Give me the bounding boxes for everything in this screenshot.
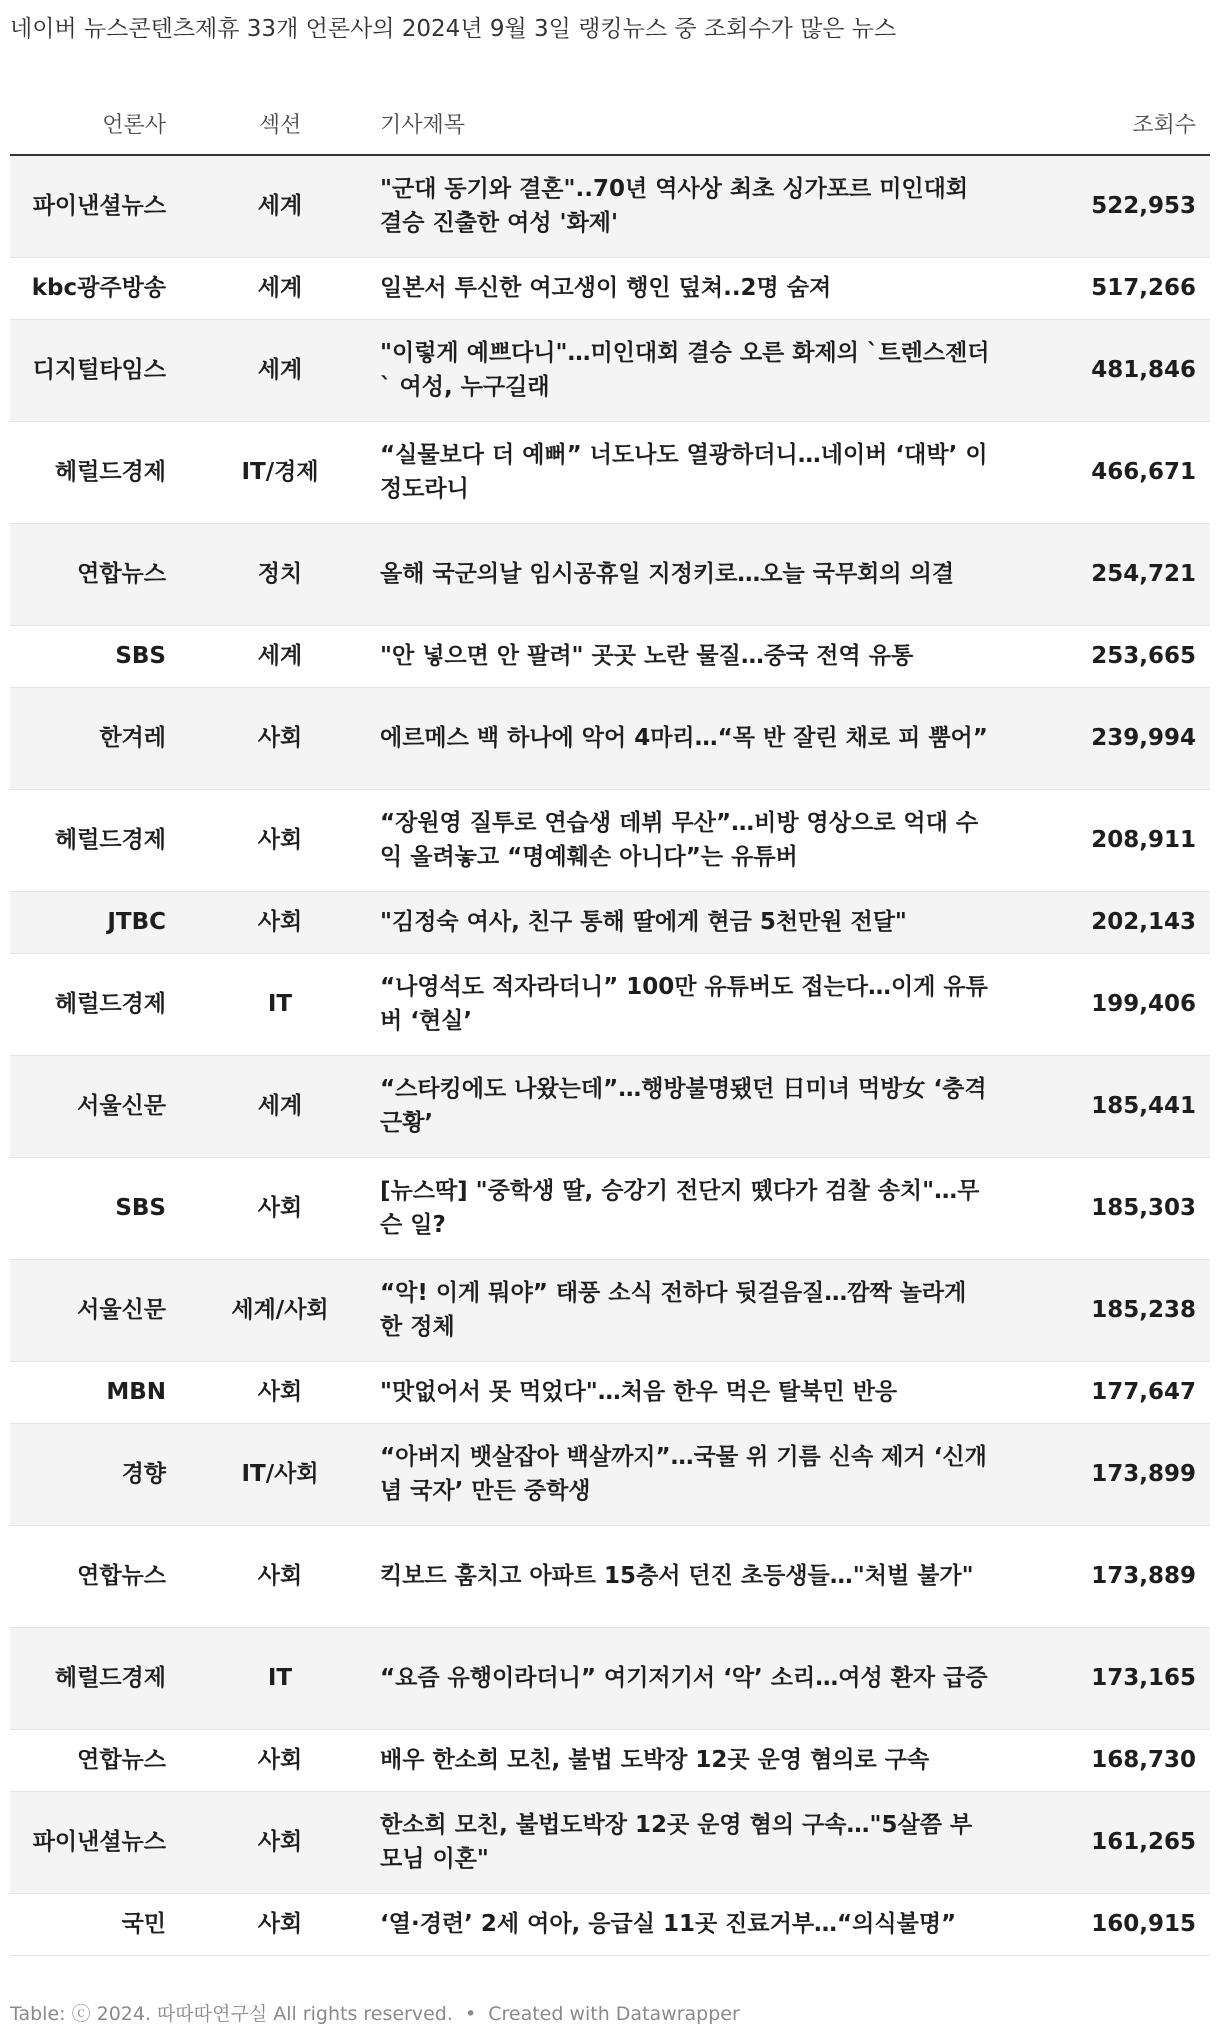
headline-cell: “실물보다 더 예뻐” 너도나도 열광하더니…네이버 ‘대박’ 이정도라니 — [380, 421, 1020, 523]
views-cell: 177,647 — [1020, 1361, 1210, 1423]
table-row — [10, 1729, 1210, 1791]
views-cell: 202,143 — [1020, 891, 1210, 953]
headline-cell: “스타킹에도 나왔는데”…행방불명됐던 日미녀 먹방女 ‘충격근황’ — [380, 1055, 1020, 1157]
press-cell: 헤럴드경제 — [10, 421, 180, 523]
table-row — [10, 1157, 1210, 1259]
table-footer — [10, 1999, 740, 2026]
headline-cell: ‘열·경련’ 2세 여아, 응급실 11곳 진료거부…“의식불명” — [380, 1893, 1020, 1955]
section-cell: 세계 — [180, 319, 380, 421]
press-cell: 경향 — [10, 1423, 180, 1525]
press-cell: 헤럴드경제 — [10, 1627, 180, 1729]
press-cell: MBN — [10, 1361, 180, 1423]
table-row — [10, 1525, 1210, 1627]
section-cell: 사회 — [180, 891, 380, 953]
press-cell: 파이낸셜뉴스 — [10, 1791, 180, 1893]
views-cell: 168,730 — [1020, 1729, 1210, 1791]
table-row — [10, 789, 1210, 891]
views-cell: 208,911 — [1020, 789, 1210, 891]
table-row — [10, 1259, 1210, 1361]
column-header-views[interactable]: 조회수 — [1020, 92, 1210, 155]
ranking-news-table — [10, 92, 1210, 1956]
headline-cell: 일본서 투신한 여고생이 행인 덮쳐..2명 숨져 — [380, 257, 1020, 319]
views-cell: 185,303 — [1020, 1157, 1210, 1259]
table-row — [10, 953, 1210, 1055]
headline-cell: "이렇게 예쁘다니"…미인대회 결승 오른 화제의 `트렌스젠더` 여성, 누구길래 — [380, 319, 1020, 421]
headline-cell: 올해 국군의날 임시공휴일 지정키로…오늘 국무회의 의결 — [380, 523, 1020, 625]
headline-cell: 한소희 모친, 불법도박장 12곳 운영 혐의 구속…"5살쯤 부모님 이혼" — [380, 1791, 1020, 1893]
table-row — [10, 1893, 1210, 1955]
table-row — [10, 155, 1210, 257]
press-cell: 헤럴드경제 — [10, 789, 180, 891]
views-cell: 173,889 — [1020, 1525, 1210, 1627]
section-cell: 사회 — [180, 1791, 380, 1893]
section-cell: IT/경제 — [180, 421, 380, 523]
section-cell: 세계/사회 — [180, 1259, 380, 1361]
press-cell: 헤럴드경제 — [10, 953, 180, 1055]
column-header-press[interactable]: 언론사 — [10, 92, 180, 155]
section-cell: IT/사회 — [180, 1423, 380, 1525]
section-cell: 세계 — [180, 155, 380, 257]
section-cell: 사회 — [180, 1361, 380, 1423]
views-cell: 517,266 — [1020, 257, 1210, 319]
copyright-label: Table: ⓒ 2024. 따따따연구실 All rights reserved. — [10, 2003, 453, 2025]
views-cell: 185,441 — [1020, 1055, 1210, 1157]
views-cell: 185,238 — [1020, 1259, 1210, 1361]
table-row — [10, 421, 1210, 523]
footer-separator: • — [464, 2003, 477, 2025]
views-cell: 481,846 — [1020, 319, 1210, 421]
views-cell: 173,165 — [1020, 1627, 1210, 1729]
headline-cell: "김정숙 여사, 친구 통해 딸에게 현금 5천만원 전달" — [380, 891, 1020, 953]
views-cell: 173,899 — [1020, 1423, 1210, 1525]
headline-cell: "맛없어서 못 먹었다"…처음 한우 먹은 탈북민 반응 — [380, 1361, 1020, 1423]
headline-cell: “악! 이게 뭐야” 태풍 소식 전하다 뒷걸음질…깜짝 놀라게 한 정체 — [380, 1259, 1020, 1361]
press-cell: 서울신문 — [10, 1055, 180, 1157]
headline-cell: “나영석도 적자라더니” 100만 유튜버도 접는다…이게 유튜버 ‘현실’ — [380, 953, 1020, 1055]
table-row — [10, 319, 1210, 421]
table-row — [10, 257, 1210, 319]
headline-cell: “아버지 뱃살잡아 백살까지”…국물 위 기름 신속 제거 ‘신개념 국자’ 만든 중학생 — [380, 1423, 1020, 1525]
press-cell: 연합뉴스 — [10, 523, 180, 625]
section-cell: 사회 — [180, 1893, 380, 1955]
views-cell: 160,915 — [1020, 1893, 1210, 1955]
column-header-headline[interactable]: 기사제목 — [380, 92, 1020, 155]
headline-cell: 에르메스 백 하나에 악어 4마리…“목 반 잘린 채로 피 뿜어” — [380, 687, 1020, 789]
headline-cell: "군대 동기와 결혼"..70년 역사상 최초 싱가포르 미인대회 결승 진출한 여성 '화제' — [380, 155, 1020, 257]
headline-cell: [뉴스딱] "중학생 딸, 승강기 전단지 뗐다가 검찰 송치"…무슨 일? — [380, 1157, 1020, 1259]
press-cell: 서울신문 — [10, 1259, 180, 1361]
press-cell: kbc광주방송 — [10, 257, 180, 319]
headline-cell: 킥보드 훔치고 아파트 15층서 던진 초등생들…"처벌 불가" — [380, 1525, 1020, 1627]
table-row — [10, 891, 1210, 953]
section-cell: 사회 — [180, 1525, 380, 1627]
views-cell: 466,671 — [1020, 421, 1210, 523]
table-header-row — [10, 92, 1210, 155]
section-cell: 세계 — [180, 625, 380, 687]
section-cell: 사회 — [180, 789, 380, 891]
section-cell: 정치 — [180, 523, 380, 625]
column-header-section[interactable]: 섹션 — [180, 92, 380, 155]
press-cell: 파이낸셜뉴스 — [10, 155, 180, 257]
press-cell: 연합뉴스 — [10, 1729, 180, 1791]
datawrapper-credit-link[interactable]: Created with Datawrapper — [488, 2003, 740, 2025]
table-row — [10, 1361, 1210, 1423]
table-row — [10, 1791, 1210, 1893]
views-cell: 239,994 — [1020, 687, 1210, 789]
table-row — [10, 1055, 1210, 1157]
press-cell: 연합뉴스 — [10, 1525, 180, 1627]
views-cell: 161,265 — [1020, 1791, 1210, 1893]
datawrapper-table-page — [10, 0, 1210, 2025]
press-cell: SBS — [10, 1157, 180, 1259]
views-cell: 253,665 — [1020, 625, 1210, 687]
section-cell: IT — [180, 1627, 380, 1729]
views-cell: 199,406 — [1020, 953, 1210, 1055]
press-cell: JTBC — [10, 891, 180, 953]
section-cell: IT — [180, 953, 380, 1055]
section-cell: 사회 — [180, 1157, 380, 1259]
table-body — [10, 155, 1210, 1955]
section-cell: 사회 — [180, 1729, 380, 1791]
headline-cell: 배우 한소희 모친, 불법 도박장 12곳 운영 혐의로 구속 — [380, 1729, 1020, 1791]
press-cell: 디지털타임스 — [10, 319, 180, 421]
table-row — [10, 687, 1210, 789]
section-cell: 세계 — [180, 257, 380, 319]
headline-cell: “요즘 유행이라더니” 여기저기서 ‘악’ 소리…여성 환자 급증 — [380, 1627, 1020, 1729]
press-cell: SBS — [10, 625, 180, 687]
page-title: 네이버 뉴스콘텐츠제휴 33개 언론사의 2024년 9월 3일 랭킹뉴스 중 조회수가 많은 뉴스 — [10, 16, 897, 42]
section-cell: 사회 — [180, 687, 380, 789]
table-row — [10, 1423, 1210, 1525]
views-cell: 254,721 — [1020, 523, 1210, 625]
table-row — [10, 523, 1210, 625]
press-cell: 한겨레 — [10, 687, 180, 789]
section-cell: 세계 — [180, 1055, 380, 1157]
headline-cell: “장원영 질투로 연습생 데뷔 무산”…비방 영상으로 억대 수익 올려놓고 “명예훼손 아니다”는 유튜버 — [380, 789, 1020, 891]
table-row — [10, 625, 1210, 687]
table-row — [10, 1627, 1210, 1729]
press-cell: 국민 — [10, 1893, 180, 1955]
headline-cell: "안 넣으면 안 팔려" 곳곳 노란 물질…중국 전역 유통 — [380, 625, 1020, 687]
views-cell: 522,953 — [1020, 155, 1210, 257]
